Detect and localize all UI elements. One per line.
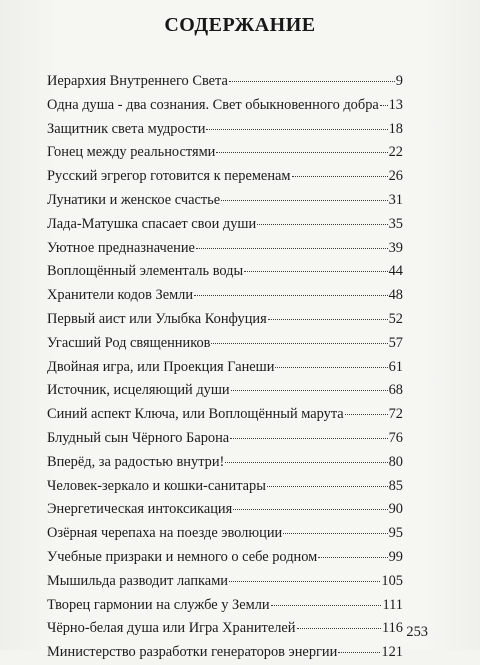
toc-entry — [47, 379, 403, 403]
toc-entry-title: Учебные призраки и немного о себе родном — [47, 548, 318, 565]
dot-leader — [338, 652, 380, 653]
dot-leader — [257, 224, 387, 225]
toc-entry-title: Источник, исцеляющий души — [47, 382, 230, 399]
toc-entry-title: Лада-Матушка спасает свои души — [47, 215, 257, 232]
dot-leader — [221, 200, 388, 201]
table-of-contents — [47, 70, 403, 665]
dot-leader — [211, 343, 387, 344]
toc-entry-page: 72 — [388, 406, 403, 423]
toc-entry — [47, 617, 403, 641]
toc-entry — [47, 451, 403, 475]
toc-entry-page: 90 — [388, 501, 403, 518]
toc-entry-page: 26 — [388, 168, 403, 185]
toc-entry — [47, 94, 403, 118]
dot-leader — [216, 152, 387, 153]
toc-entry-title: Вперёд, за радостью внутри! — [47, 453, 225, 470]
toc-entry-page: 48 — [388, 287, 403, 304]
toc-entry-page: 111 — [382, 596, 403, 613]
dot-leader — [206, 129, 387, 130]
toc-entry — [47, 475, 403, 499]
toc-entry-title: Защитник света мудрости — [47, 120, 206, 137]
dot-leader — [275, 367, 387, 368]
toc-entry — [47, 308, 403, 332]
toc-entry — [47, 237, 403, 261]
toc-entry — [47, 165, 403, 189]
toc-entry — [47, 70, 403, 94]
toc-entry — [47, 498, 403, 522]
toc-entry-title: Уютное предназначение — [47, 239, 195, 256]
toc-entry-page: 105 — [381, 572, 403, 589]
toc-entry-title: Первый аист или Улыбка Конфуция — [47, 310, 267, 327]
toc-entry-page: 39 — [388, 239, 403, 256]
toc-entry — [47, 641, 403, 665]
toc-entry-title: Гонец между реальностями — [47, 144, 216, 161]
toc-entry-page: 99 — [388, 548, 403, 565]
toc-entry-page: 22 — [388, 144, 403, 161]
toc-entry-page: 95 — [388, 525, 403, 542]
dot-leader — [345, 414, 388, 415]
toc-entry-page: 18 — [388, 120, 403, 137]
toc-entry-title: Синий аспект Ключа, или Воплощённый марута — [47, 406, 344, 423]
dot-leader — [318, 557, 387, 558]
toc-entry-title: Мышильда разводит лапками — [47, 572, 228, 589]
toc-entry — [47, 403, 403, 427]
toc-entry — [47, 141, 403, 165]
toc-entry-page: 31 — [388, 191, 403, 208]
toc-entry-page: 116 — [381, 620, 403, 637]
toc-entry-page: 57 — [388, 334, 403, 351]
dot-leader — [233, 509, 387, 510]
toc-entry-title: Воплощённый элементаль воды — [47, 263, 244, 280]
dot-leader — [230, 438, 387, 439]
toc-entry-title: Творец гармонии на службе у Земли — [47, 596, 270, 613]
toc-entry — [47, 284, 403, 308]
toc-entry — [47, 522, 403, 546]
dot-leader — [229, 581, 380, 582]
dot-leader — [271, 605, 382, 606]
toc-entry-page: 13 — [388, 96, 403, 113]
dot-leader — [225, 462, 387, 463]
toc-entry — [47, 260, 403, 284]
toc-entry-title: Иерархия Внутреннего Света — [47, 73, 228, 89]
toc-entry-page: 35 — [388, 215, 403, 232]
toc-entry — [47, 356, 403, 380]
toc-entry-title: Русский эгрегор готовится к переменам — [47, 168, 291, 185]
dot-leader — [194, 295, 388, 296]
toc-entry-title: Одна душа - два сознания. Свет обыкновенного добра — [47, 96, 379, 113]
toc-entry-page: 85 — [388, 477, 403, 494]
dot-leader — [380, 105, 388, 106]
toc-entry-page: 44 — [388, 263, 403, 280]
toc-entry-title: Хранители кодов Земли — [47, 287, 194, 304]
dot-leader — [231, 390, 388, 391]
toc-entry-page: 9 — [395, 73, 403, 89]
toc-entry-title: Лунатики и женское счастье — [47, 191, 221, 208]
toc-entry — [47, 427, 403, 451]
toc-entry-title: Человек-зеркало и кошки-санитары — [47, 477, 266, 494]
toc-entry-title: Министерство разработки генераторов энергии — [47, 644, 338, 661]
toc-entry — [47, 118, 403, 142]
dot-leader — [292, 176, 388, 177]
toc-entry — [47, 189, 403, 213]
page-number: 253 — [406, 624, 428, 640]
dot-leader — [229, 81, 395, 82]
toc-entry-title: Двойная игра, или Проекция Ганеши — [47, 358, 275, 375]
toc-entry — [47, 213, 403, 237]
page-title: СОДЕРЖАНИЕ — [164, 14, 316, 36]
toc-entry-title: Угасший Род священников — [47, 334, 211, 351]
toc-entry-page: 76 — [388, 429, 403, 446]
toc-entry-page: 121 — [381, 644, 403, 661]
dot-leader — [283, 533, 387, 534]
toc-entry-page: 80 — [388, 453, 403, 470]
toc-entry-title: Озёрная черепаха на поезде эволюции — [47, 525, 283, 542]
toc-entry — [47, 332, 403, 356]
toc-entry — [47, 546, 403, 570]
dot-leader — [196, 248, 388, 249]
toc-entry-title: Чёрно-белая душа или Игра Хранителей — [47, 620, 296, 637]
toc-entry — [47, 570, 403, 594]
dot-leader — [268, 319, 388, 320]
dot-leader — [267, 486, 388, 487]
toc-entry-page: 68 — [388, 382, 403, 399]
dot-leader — [297, 628, 381, 629]
toc-entry-title: Энергетическая интоксикация — [47, 501, 233, 518]
toc-entry-title: Блудный сын Чёрного Барона — [47, 429, 230, 446]
toc-entry-page: 61 — [388, 358, 403, 375]
toc-entry-page: 52 — [388, 310, 403, 327]
toc-entry — [47, 594, 403, 618]
dot-leader — [244, 271, 387, 272]
